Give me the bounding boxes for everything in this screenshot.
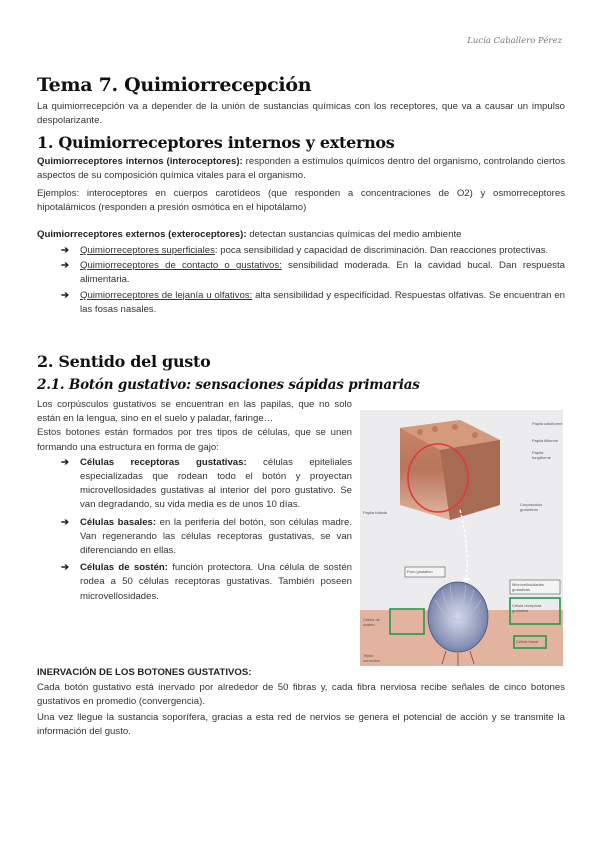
internos-term: Quimiorreceptores internos (interoceptores):: [37, 156, 243, 167]
label-papila-calciforme: Papila calciforme: [532, 421, 563, 426]
label-tejido: Tejido conectivo: [363, 653, 380, 663]
label-poro: Poro gustativo: [407, 569, 433, 574]
label-microvellosidades: Microvellosidades gustativas: [512, 582, 544, 592]
label-receptora: Célula receptora gustativa: [512, 603, 542, 613]
internos-text: responden a estímulos químicos dentro del organismo, controlando ciertos aspectos de su composición química vitales para el organismo.: [37, 156, 565, 182]
externos-text: detectan sustancias químicas del medio ambiente: [246, 229, 462, 240]
list-item: [37, 244, 565, 258]
bullet-term: Quimiorreceptores de contacto o gustativos:: [80, 260, 282, 272]
taste-bud-illustration: [360, 410, 563, 666]
label-sosten: Célula de sostén: [363, 617, 380, 627]
externos-paragraph: [37, 228, 565, 242]
label-papila-filiforme: Papila filiforme: [532, 438, 559, 443]
papilla: [417, 429, 423, 435]
intro-paragraph: La quimiorrecepción va a depender de la unión de sustancias químicas con los receptores, que va a causar un impulso despolarizante.: [37, 101, 565, 127]
taste-bud-figure: [360, 410, 563, 666]
list-item: [37, 516, 352, 559]
arrow-right-icon: ➔: [61, 516, 70, 528]
inervacion-heading: INERVACIÓN DE LOS BOTONES GUSTATIVOS:: [37, 667, 252, 678]
bullet-text: células epiteliales especializadas que rodean todo el botón y proyectan microvellosidades gustativas al interior del poro gustativo. Se van degradando, su vida media es de unos 10 días.: [80, 456, 352, 511]
label-corpusculos: Corpúsculos gustativos: [520, 502, 543, 512]
arrow-right-icon: ➔: [61, 260, 70, 272]
author-name: Lucía Caballero Pérez: [467, 36, 562, 46]
label-papila-foliada: Papila foliada: [363, 510, 388, 515]
arrow-right-icon: ➔: [61, 456, 70, 468]
list-item: [37, 561, 352, 604]
bullet-text: : poca sensibilidad y capacidad de discriminación. Dan reacciones protectivas.: [214, 245, 549, 256]
bullet-term: Células de sostén:: [80, 562, 168, 574]
externos-term: Quimiorreceptores externos (exteroceptores):: [37, 229, 247, 240]
label-basal: Célula basal: [516, 639, 539, 644]
bullet-text: en la periferia del botón, son células madre. Van regenerando las células receptoras gustativas, se van diferenciando en ellas.: [80, 516, 352, 557]
bullet-term: Quimiorreceptores superficiales: [80, 245, 215, 256]
taste-bud: [428, 582, 488, 652]
inervacion-para2: Una vez llegue la sustancia soporífera, gracias a esta red de nervios se genera el potencial de acción y se transmite la información del gusto.: [37, 712, 565, 738]
internos-paragraph: [37, 155, 565, 183]
bullet-text: alta sensibilidad y especificidad. Respuestas olfativas. Se encuentran en las fosas nasales.: [80, 289, 565, 315]
arrow-right-icon: ➔: [61, 562, 70, 574]
arrow-right-icon: ➔: [61, 245, 70, 256]
list-item: [37, 456, 352, 513]
papilla: [452, 424, 458, 430]
boton-text-column: [37, 398, 352, 604]
bullet-text: sensibilidad moderada. En la cavidad bucal. Dan respuesta alimentaria.: [80, 260, 565, 286]
bullet-term: Células basales:: [80, 516, 157, 528]
ejemplos-paragraph: Ejemplos: interoceptores en cuerpos carotídeos (que responden a concentraciones de O2) y osmorreceptores hipotalámicos (responden a presión osmótica en el hipotálamo): [37, 188, 565, 214]
inervacion-para1: Cada botón gustativo está inervado por alrededor de 50 fibras y, cada fibra nerviosa recibe señales de cinco botones gustativos en promedio (convergencia).: [37, 682, 565, 708]
bullet-term: Células receptoras gustativas:: [80, 456, 247, 468]
cell-types-list: [37, 456, 352, 604]
arrow-right-icon: ➔: [61, 289, 70, 301]
section2-heading: 2. Sentido del gusto: [37, 352, 211, 371]
papilla: [432, 426, 438, 432]
bullet-text: función protectora. Una célula de sostén rodea a 50 células receptoras gustativas. También poseen microvellosidades.: [80, 562, 352, 602]
section2-subheading: 2.1. Botón gustativo: sensaciones sápidas primarias: [37, 377, 420, 393]
bullet-term: Quimiorreceptores de lejanía u olfativos:: [80, 289, 253, 301]
list-item: [37, 259, 565, 287]
boton-para1: Los corpúsculos gustativos se encuentran en las papilas, que no solo están en la lengua, sino en el suelo y paladar, faringe…: [37, 399, 352, 425]
list-item: [37, 289, 565, 317]
page-title: Tema 7. Quimiorrecepción: [37, 74, 312, 96]
section1-heading: 1. Quimiorreceptores internos y externos: [37, 133, 395, 152]
papilla: [472, 432, 478, 438]
label-papila-fungiforme: Papila fungiforme: [532, 450, 551, 460]
externos-list: [37, 244, 565, 317]
boton-para2: Estos botones están formados por tres tipos de células, que se unen formando una estructura en forma de gajo:: [37, 427, 352, 453]
